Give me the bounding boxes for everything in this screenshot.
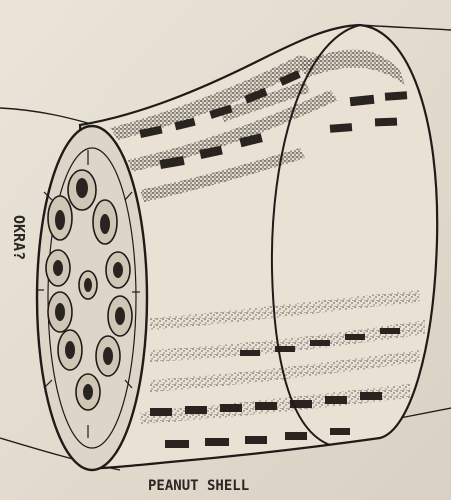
- okra-label: OKRA?: [10, 215, 28, 261]
- peanut-shell-label: PEANUT SHELL: [148, 478, 250, 494]
- okra-cross-section: [36, 126, 147, 470]
